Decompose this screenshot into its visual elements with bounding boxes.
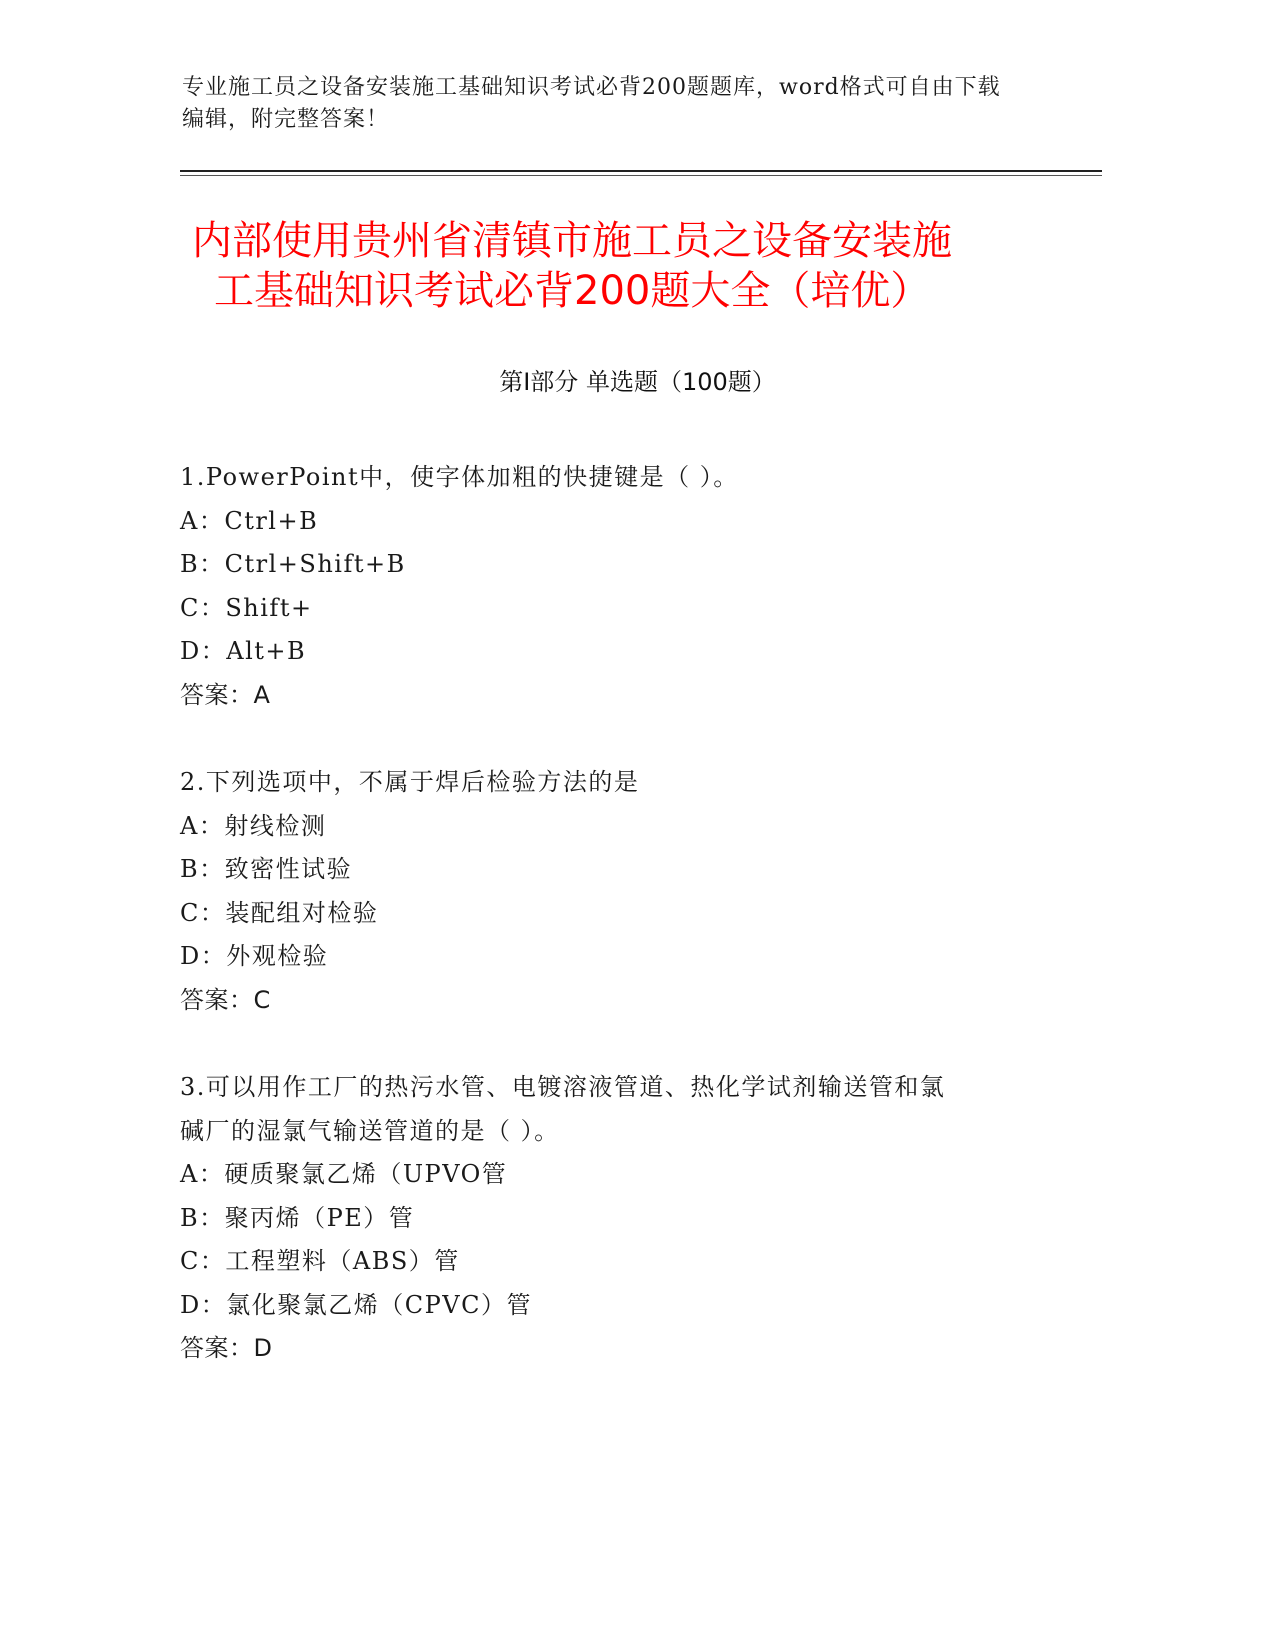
document-title [192, 216, 1052, 316]
header-divider-secondary [180, 175, 1102, 176]
header-divider [180, 170, 1102, 172]
question-stem-line-1: 3.可以用作工厂的热污水管、电镀溶液管道、热化学试剂输送管和氯 [180, 1073, 946, 1101]
question-3 [180, 1066, 1040, 1371]
question-stem-line-2: 碱厂的湿氯气输送管道的是（ ）。 [180, 1116, 560, 1145]
option-c: C：Shift+ [180, 593, 313, 622]
option-b: B：聚丙烯（PE）管 [180, 1203, 415, 1232]
answer: 答案：D [180, 1334, 273, 1362]
answer: 答案：C [180, 985, 271, 1014]
option-d: D：Alt+B [180, 637, 307, 665]
option-d: D：氯化聚氯乙烯（CPVC）管 [180, 1290, 532, 1319]
option-a: A：射线检测 [180, 811, 327, 840]
option-b: B：致密性试验 [180, 855, 353, 883]
question-stem: 2.下列选项中，不属于焊后检验方法的是 [180, 768, 640, 796]
option-c: C：装配组对检验 [180, 898, 379, 927]
header-note-line-2: 编辑，附完整答案！ [182, 107, 390, 132]
question-1 [180, 456, 1040, 717]
header-note-line-1: 专业施工员之设备安装施工基础知识考试必背200题题库，word格式可自由下载 [182, 75, 1001, 100]
option-a: A：硬质聚氯乙烯（UPVO管 [180, 1160, 508, 1188]
header-note [182, 72, 1042, 136]
question-2 [180, 761, 1040, 1022]
section-heading: 第Ⅰ部分 单选题（100题） [499, 368, 776, 396]
question-stem: 1.PowerPoint中，使字体加粗的快捷键是（ ）。 [180, 463, 739, 491]
option-d: D：外观检验 [180, 942, 329, 970]
document-title-line-2: 工基础知识考试必背200题大全（培优） [214, 268, 931, 314]
question-list [180, 456, 1040, 1415]
document-title-line-1: 内部使用贵州省清镇市施工员之设备安装施 [192, 218, 952, 264]
answer: 答案：A [180, 680, 271, 709]
option-b: B：Ctrl+Shift+B [180, 550, 406, 578]
option-a: A：Ctrl+B [180, 506, 319, 535]
option-c: C：工程塑料（ABS）管 [180, 1247, 460, 1275]
